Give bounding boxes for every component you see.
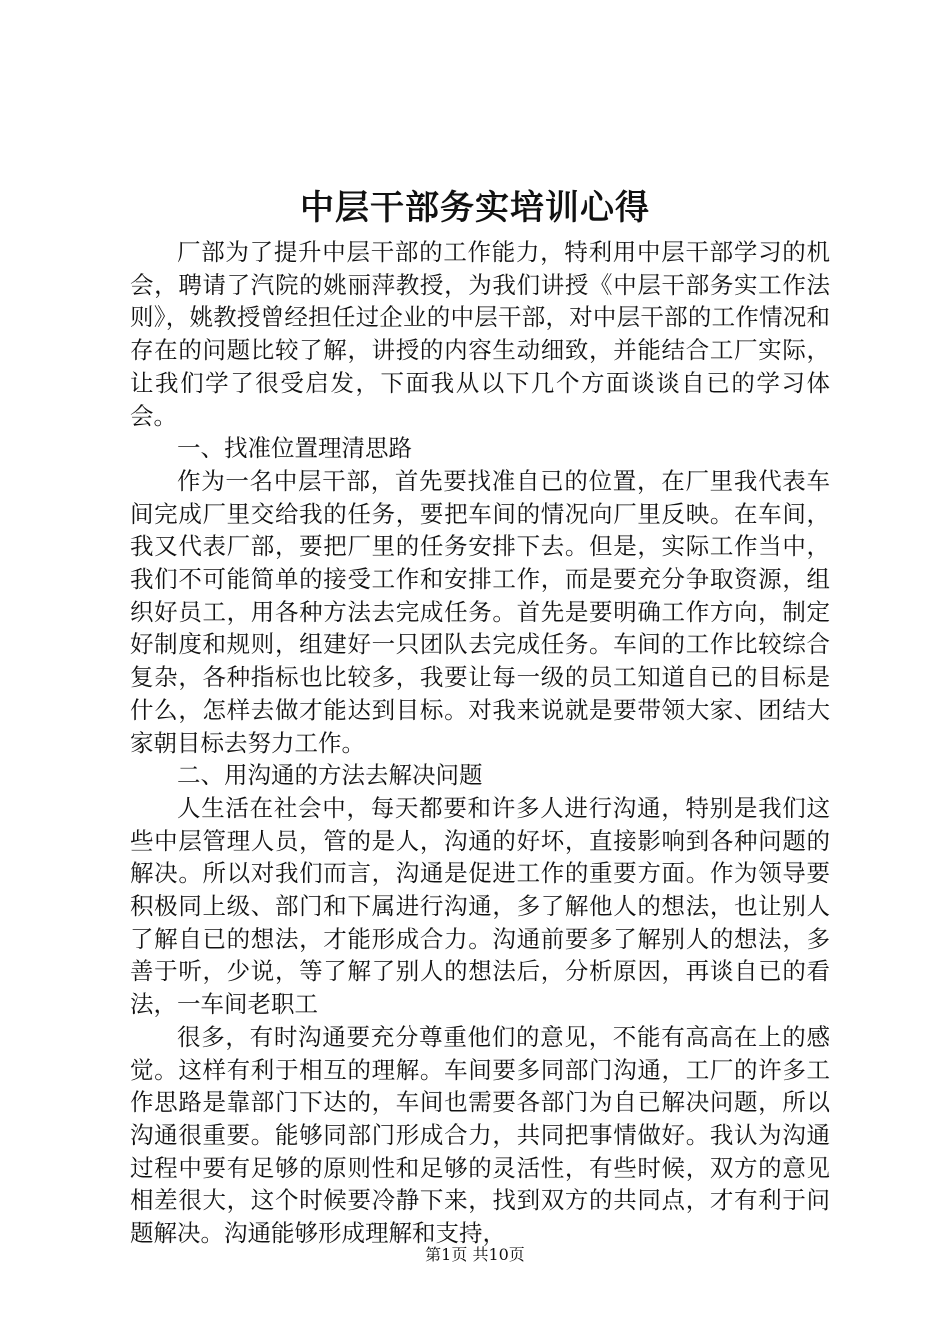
- paragraph-section-1: 作为一名中层干部，首先要找准自已的位置，在厂里我代表车间完成厂里交给我的任务，要把车间的情况向厂里反映。在车间，我又代表厂部，要把厂里的任务安排下去。但是，实际工作当中，我们不可能简单的接受工作和安排工作，而是要充分争取资源，组织好员工，用各种方法去完成任务。首先是要明确工作方向，制定好制度和规则，组建好一只团队去完成任务。车间的工作比较综合复杂，各种指标也比较多，我要让每一级的员工知道自已的目标是什么，怎样去做才能达到目标。对我来说就是要带领大家、团结大家朝目标去努力工作。: [130, 466, 830, 757]
- paragraph-section-2b: 很多，有时沟通要充分尊重他们的意见，不能有高高在上的感觉。这样有利于相互的理解。车间要多同部门沟通，工厂的许多工作思路是靠部门下达的，车间也需要各部门为自已解决问题，所以沟通很重要。能够同部门形成合力，共同把事情做好。我认为沟通过程中要有足够的原则性和足够的灵活性，有些时候，双方的意见相差很大，这个时候要冷静下来，找到双方的共同点，才有利于问题解决。沟通能够形成理解和支持，: [130, 1022, 830, 1248]
- paragraph-intro: 厂部为了提升中层干部的工作能力，特利用中层干部学习的机会，聘请了汽院的姚丽萍教授，为我们讲授《中层干部务实工作法则》，姚教授曾经担任过企业的中层干部，对中层干部的工作情况和存在的问题比较了解，讲授的内容生动细致，并能结合工厂实际，让我们学了很受启发，下面我从以下几个方面谈谈自已的学习体会。: [130, 238, 830, 430]
- paragraph-section-2a: 人生活在社会中，每天都要和许多人进行沟通，特别是我们这些中层管理人员，管的是人，沟通的好坏，直接影响到各种问题的解决。所以对我们而言，沟通是促进工作的重要方面。作为领导要积极同上级、部门和下属进行沟通，多了解他人的想法，也让别人了解自已的想法，才能形成合力。沟通前要多了解别人的想法，多善于听，少说，等了解了别人的想法后，分析原因，再谈自已的看法，一车间老职工: [130, 793, 830, 1019]
- page-footer: 第1页 共10页: [425, 1245, 525, 1264]
- section-heading-2: 二、用沟通的方法去解决问题: [177, 761, 483, 790]
- section-heading-1: 一、找准位置理清思路: [177, 434, 412, 463]
- document-body: [130, 236, 830, 1250]
- document-title: 中层干部务实培训心得: [300, 188, 650, 228]
